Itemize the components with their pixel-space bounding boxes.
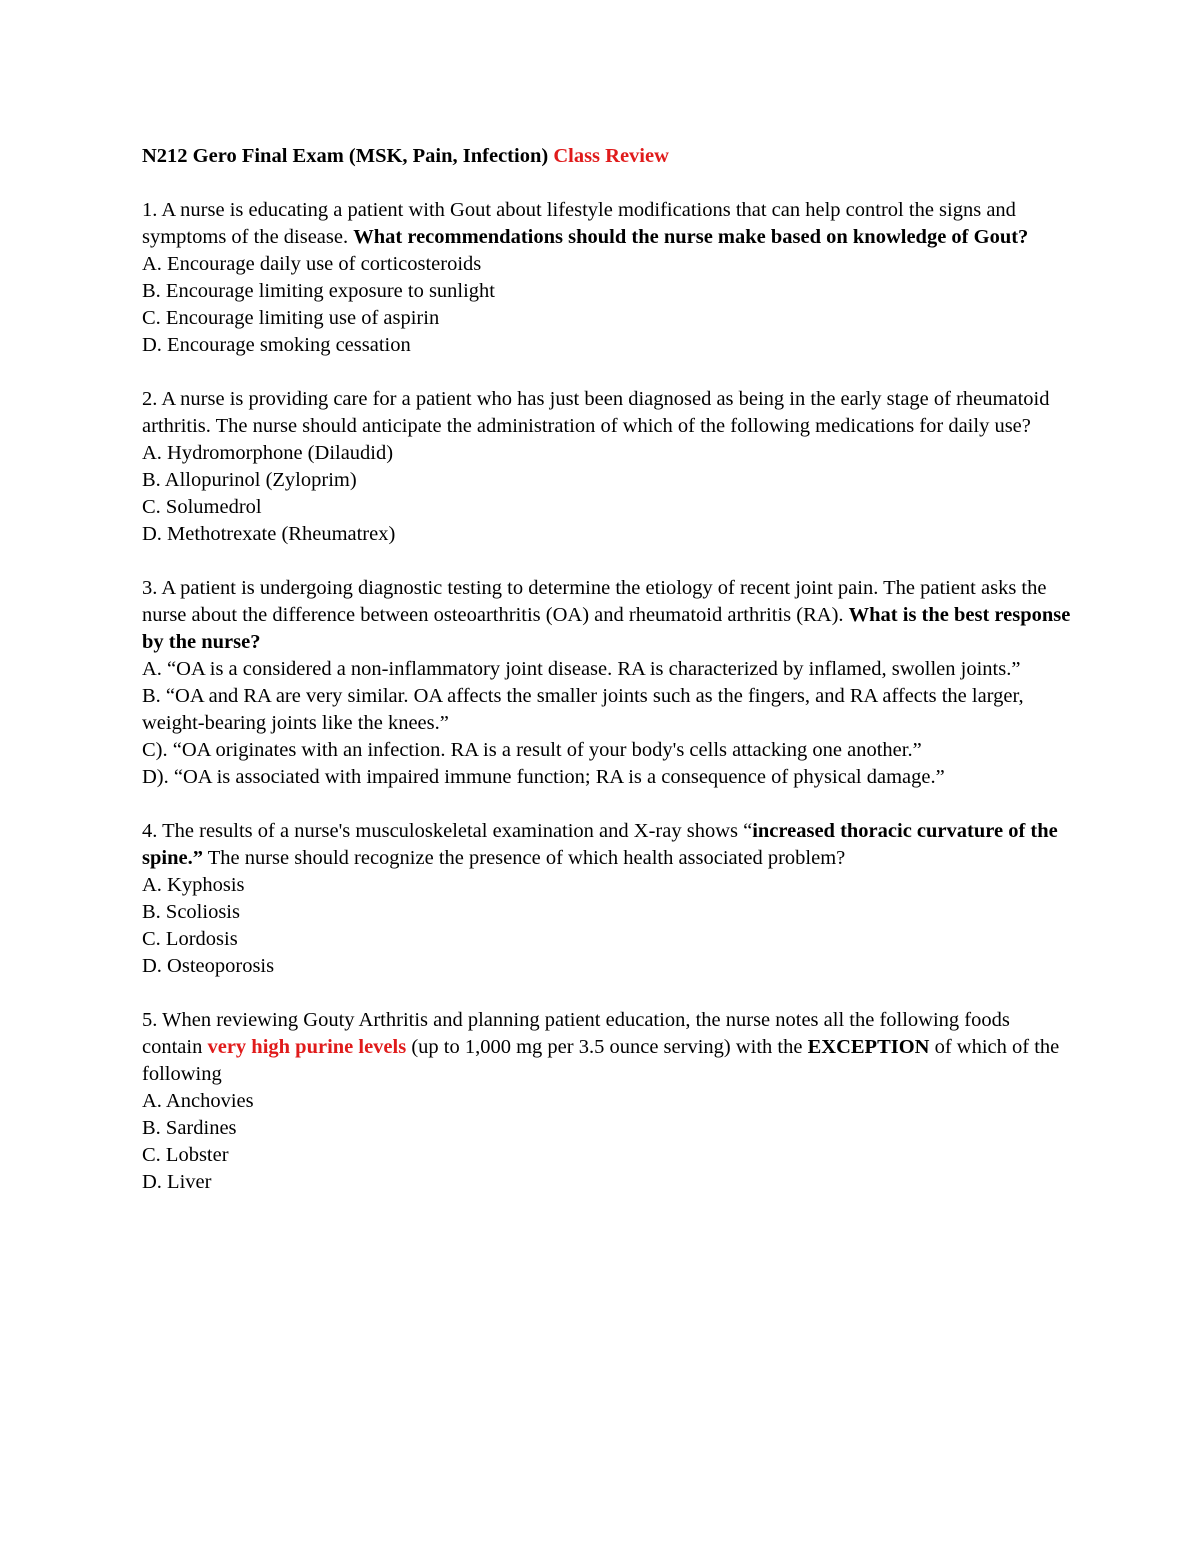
question-4 [142, 818, 1072, 980]
question-2-option-c: C. Solumedrol [142, 496, 262, 518]
question-5-stem [142, 1007, 1072, 1088]
question-3-option-b: B. “OA and RA are very similar. OA affects the smaller joints such as the fingers, and RA affects the larger, weight-bearing joints like the knees.” [142, 685, 1024, 734]
question-1-option-b: B. Encourage limiting exposure to sunlight [142, 280, 496, 302]
question-1-option-c: C. Encourage limiting use of aspirin [142, 307, 440, 329]
question-1-stem-bold: What recommendations should the nurse make based on knowledge of Gout? [353, 226, 1029, 248]
question-5-stem-pre: 5. When reviewing Gouty Arthritis and planning patient education, the nurse notes all the following foods contain [142, 1009, 1010, 1058]
question-5-option-d: D. Liver [142, 1171, 212, 1193]
question-3-option-c: C). “OA originates with an infection. RA is a result of your body's cells attacking one another.” [142, 739, 922, 761]
question-5 [142, 1007, 1072, 1196]
question-1-stem-text: 1. A nurse is educating a patient with Gout about lifestyle modifications that can help control the signs and symptoms of the disease. [142, 199, 1016, 248]
question-2-option-d: D. Methotrexate (Rheumatrex) [142, 523, 396, 545]
question-5-stem-bold: EXCEPTION [807, 1036, 930, 1058]
question-5-option-a: A. Anchovies [142, 1090, 254, 1112]
question-2-option-a: A. Hydromorphone (Dilaudid) [142, 442, 394, 464]
question-2 [142, 386, 1072, 548]
question-5-option-b: B. Sardines [142, 1117, 237, 1139]
question-4-option-a: A. Kyphosis [142, 874, 245, 896]
title-class-review: Class Review [553, 145, 669, 167]
title-main: N212 Gero Final Exam (MSK, Pain, Infection) [142, 145, 549, 167]
question-3-option-d: D). “OA is associated with impaired immune function; RA is a consequence of physical damage.” [142, 766, 945, 788]
question-4-option-b: B. Scoliosis [142, 901, 240, 923]
question-1-stem [142, 197, 1072, 251]
question-4-stem [142, 818, 1072, 872]
question-4-stem-bold: increased thoracic curvature of the spine.” [142, 820, 1058, 869]
question-3-stem [142, 575, 1072, 656]
question-4-option-c: C. Lordosis [142, 928, 238, 950]
document-page [142, 143, 1072, 1223]
question-1 [142, 197, 1072, 359]
question-1-option-d: D. Encourage smoking cessation [142, 334, 411, 356]
question-4-option-d: D. Osteoporosis [142, 955, 275, 977]
page-title [142, 143, 1072, 170]
question-3-stem-bold: What is the best response by the nurse? [142, 604, 1071, 653]
question-5-stem-post: of which of the following [142, 1036, 1060, 1085]
question-4-stem-pre: 4. The results of a nurse's musculoskeletal examination and X-ray shows “ [142, 820, 753, 842]
question-5-stem-highlight: very high purine levels [207, 1036, 407, 1058]
question-3-stem-text: 3. A patient is undergoing diagnostic testing to determine the etiology of recent joint pain. The patient asks the nurse about the difference between osteoarthritis (OA) and rheumatoid arthritis (RA). [142, 577, 1047, 626]
question-3 [142, 575, 1072, 791]
question-5-option-c: C. Lobster [142, 1144, 229, 1166]
question-3-option-a: A. “OA is a considered a non-inflammatory joint disease. RA is characterized by inflamed, swollen joints.” [142, 658, 1021, 680]
question-1-option-a: A. Encourage daily use of corticosteroids [142, 253, 482, 275]
question-2-option-b: B. Allopurinol (Zyloprim) [142, 469, 357, 491]
question-5-stem-mid: (up to 1,000 mg per 3.5 ounce serving) with the [406, 1036, 808, 1058]
question-2-stem: 2. A nurse is providing care for a patient who has just been diagnosed as being in the early stage of rheumatoid arthritis. The nurse should anticipate the administration of which of the following medications for daily use? [142, 388, 1050, 437]
question-4-stem-post: The nurse should recognize the presence of which health associated problem? [202, 847, 846, 869]
